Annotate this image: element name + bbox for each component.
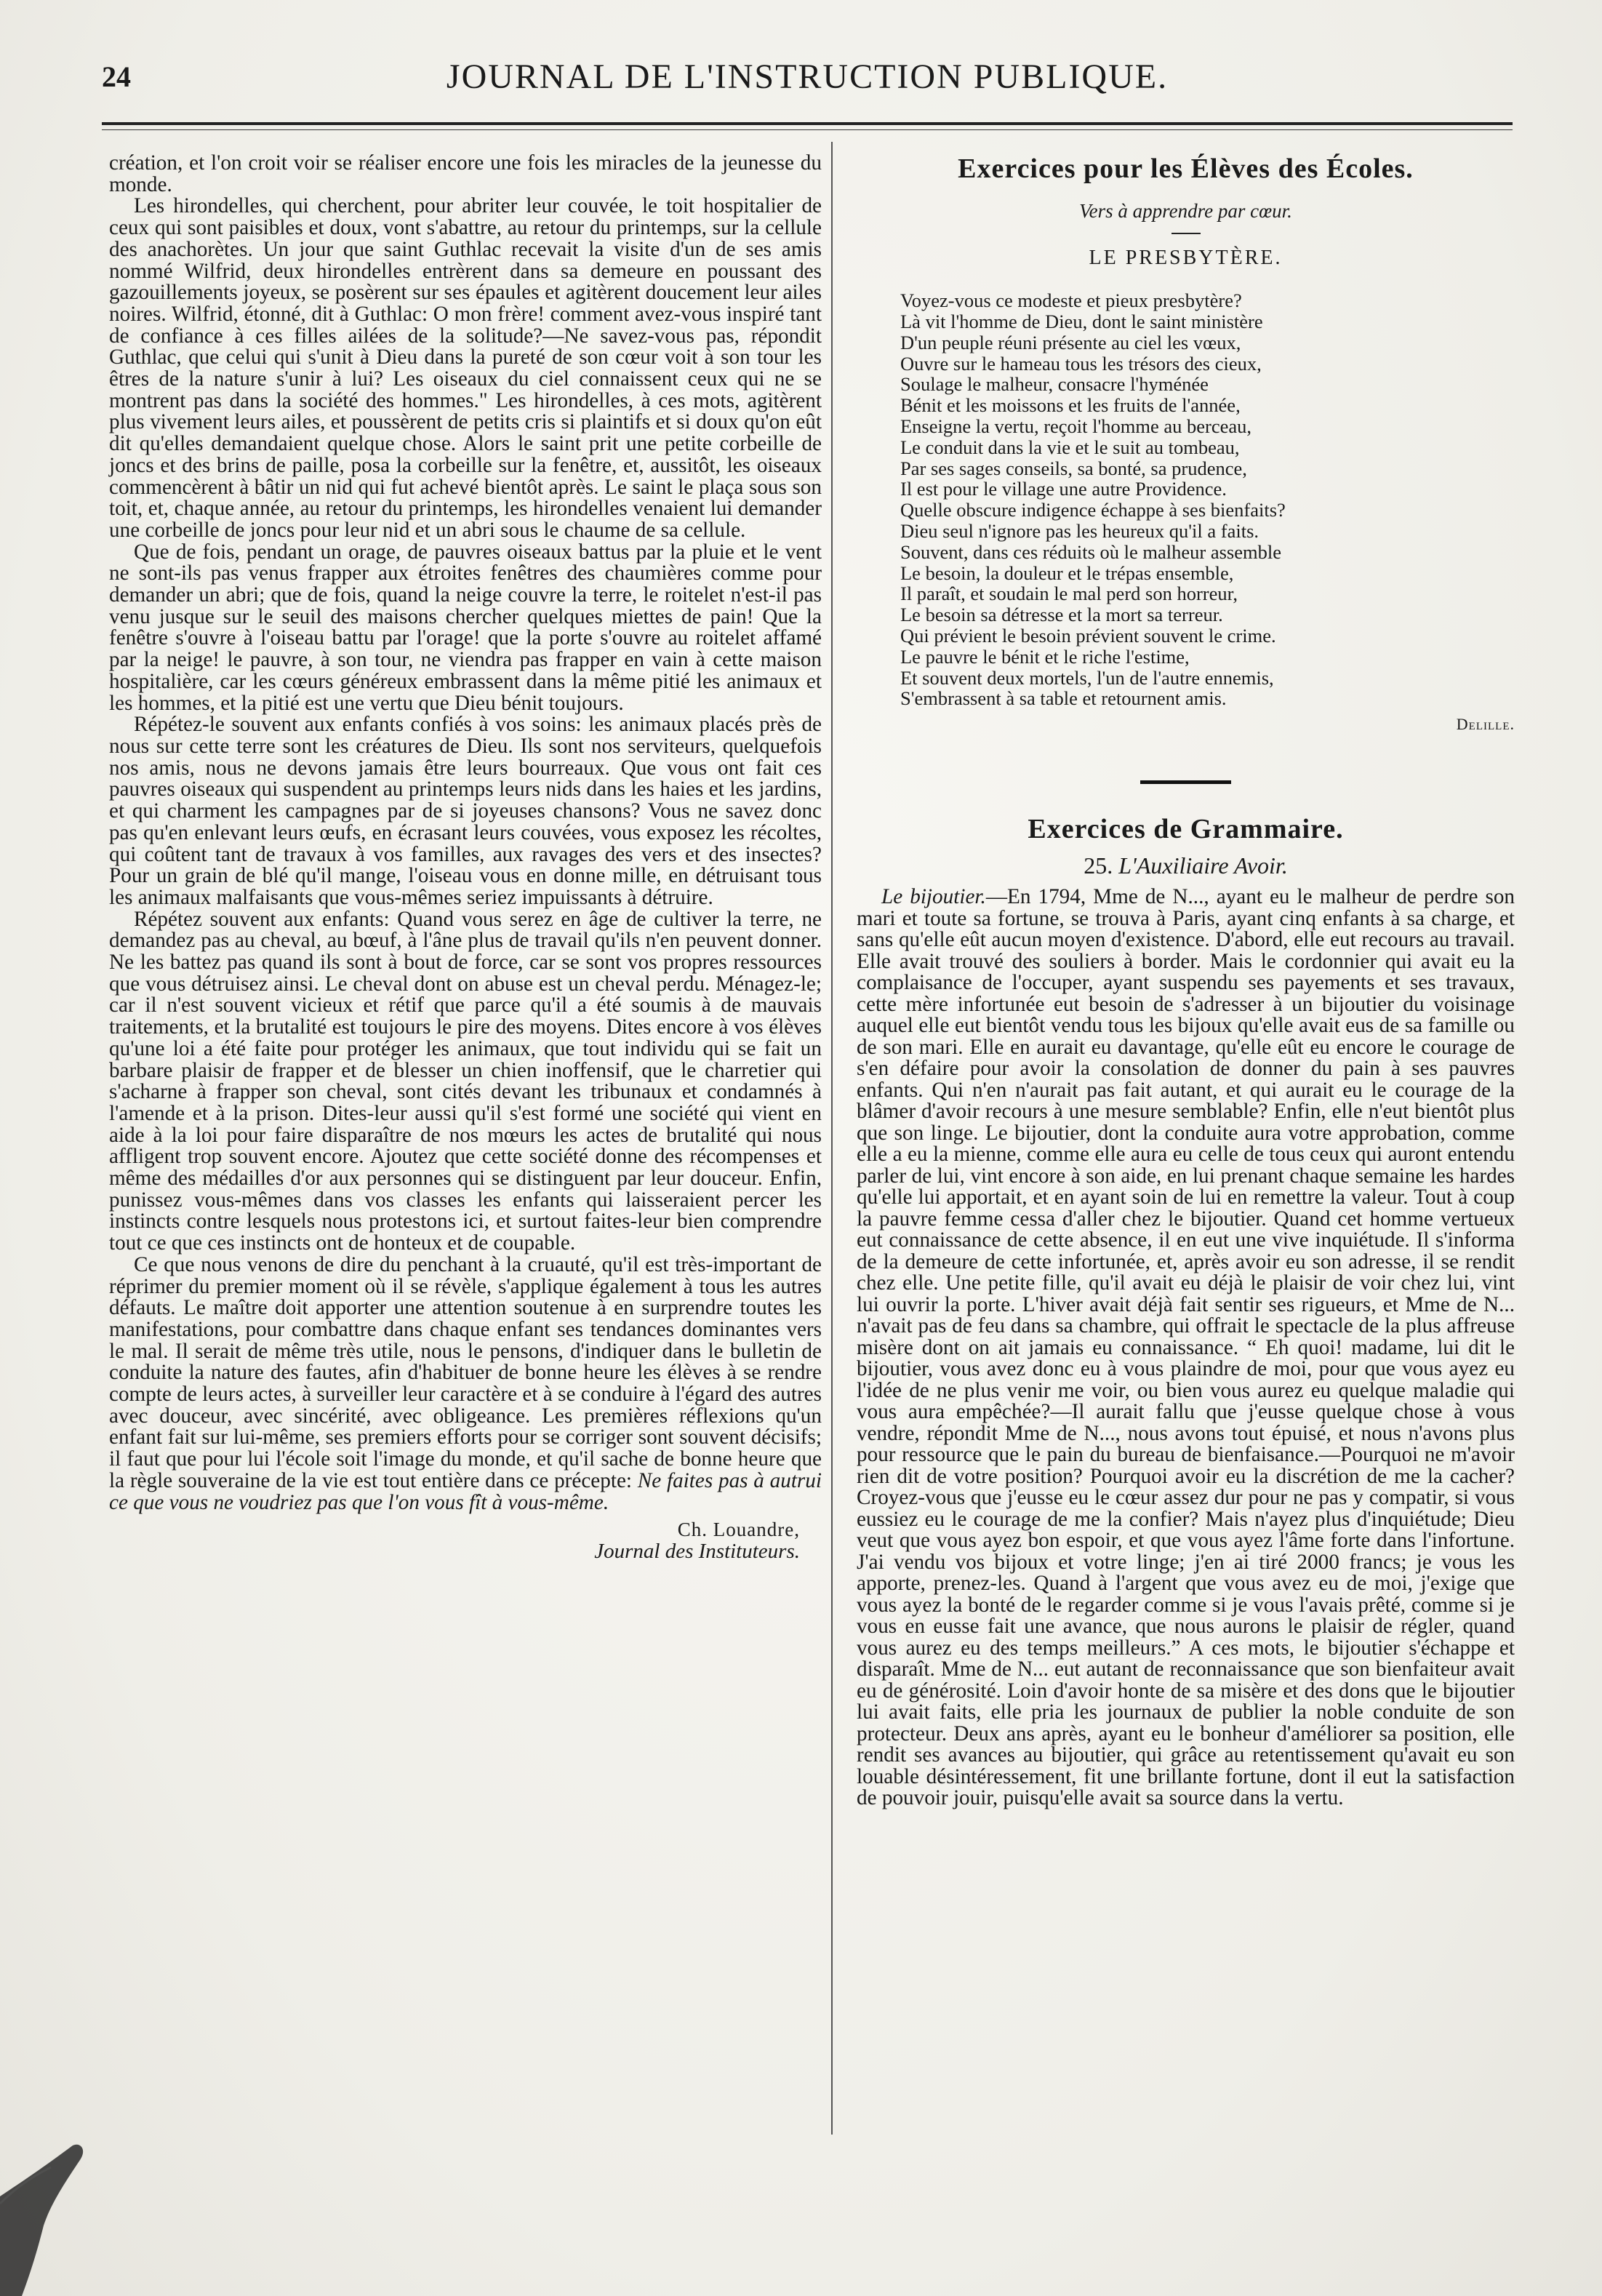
poem-line: Là vit l'homme de Dieu, dont le saint ministère <box>900 310 1263 332</box>
poem-author: Delille. <box>1456 715 1515 734</box>
poem-line: Le pauvre le bénit et le riche l'estime, <box>900 645 1190 668</box>
poem-line: Il est pour le village une autre Providence. <box>900 478 1227 500</box>
signature-source: Journal des Instituteurs. <box>594 1540 800 1563</box>
poem-title: LE PRESBYTÈRE. <box>1089 246 1283 269</box>
corner-smudge <box>0 2138 109 2296</box>
poem-line: Par ses sages conseils, sa bonté, sa prudence, <box>900 457 1247 479</box>
poem-line: Ouvre sur le hameau tous les trésors des cieux, <box>900 352 1262 375</box>
poem-line: Dieu seul n'ignore pas les heureux qu'il a faits. <box>900 519 1259 542</box>
poem-line: D'un peuple réuni présente au ciel les vœux, <box>900 331 1241 353</box>
short-rule <box>1172 233 1201 234</box>
signature-name: Ch. Louandre, <box>677 1519 800 1541</box>
poem-line: Le conduit dans la vie et le suit au tombeau, <box>900 436 1240 458</box>
article-paragraph-text: Ce que nous venons de dire du penchant à la cruauté, qu'il est très-important de réprimer du premier moment où il se révèle, s'applique également à tous les autres défauts. Le maître doit apporter une attention soutenue à en surprendre toutes les manifestations, pour combattre dans chaque enfant ses tendances dominantes vers le mal. Il serait de même très utile, nous le pensons, d'indiquer dans le bulletin de conduite la nature des fautes, afin d'habituer de bonne heure les élèves à se rendre compte de leurs actes, à surveiller leur caractère et à se conduire à l'égard des autres avec douceur, avec sincérité, avec obligeance. Les premières réflexions qu'un enfant fait sur lui-même, ses premiers efforts pour se corriger sont souvent décisifs; il faut que pour lui l'école soit l'image du monde, et qu'il sache de bonne heure que la règle souveraine de la vie est tout entière dans ce précepte: <box>109 1252 822 1492</box>
grammar-title: Exercices de Grammaire. <box>1028 813 1344 844</box>
story-text: —En 1794, Mme de N..., ayant eu le malheur de perdre son mari et toute sa fortune, se trouva à Paris, ayant cinq enfants à sa charge, et sans qu'elle eût aucun moyen d'existence. D'abord, elle eut recours au travail. Elle avait trouvé des souliers à border. Mais le cordonnier qui avait eu la complaisance de l'occuper, ayant suspendu ses payements et ses travaux, cette mère infortunée eut besoin de s'adresser à un bijoutier du voisinage auquel elle eut bientôt vendu tous les bijoux qu'elle avait eus de sa famille ou de son mari. Elle en aurait eu davantage, qu'elle eût eu encore le courage de s'en défaire pour avoir la consolation de donner du pain à ses pauvres enfants. Qui n'en n'aurait pas fait autant, et qui aurait eu le courage de la blâmer d'avoir recours à une mesure semblable? Enfin, elle n'eut bientôt plus que son linge. Le bijoutier, dont la conduite aura votre approbation, comme elle a eu la mienne, comme elle aura eu celle de tous ceux qui auront entendu parler de lui, vint encore à son aide, en lui prenant chaque semaine les hardes qu'elle lui apportait, et en ayant soin de lui en remettre la valeur. Tout à coup la pauvre femme cessa d'aller chez le bijoutier. Quand cet homme vertueux eut connaissance de cette absence, il en eut une vive inquiétude. Il s'informa de la demeure de cette infortunée, et, après avoir eu son adresse, il se rendit chez elle. Une petite fille, qu'il avait eu déjà le plaisir de voir chez lui, vint lui ouvrir la porte. L'hiver avait déjà fait sentir ses rigueurs, et Mme de N... n'avait pas de feu dans sa chambre, qui offrait le spectacle de la plus affreuse misère dont on ait jamais eu connaissance. “ Eh quoi! madame, lui dit le bijoutier, vous avez donc eu à vous plaindre de moi, pour que vous ayez eu l'idée de ne plus venir me voir, ou bien vous aurez eu quelque maladie qui vous aura empêchée?—Il aurait fallu que j'eusse quelque chose à vous vendre, répondit Mme de N..., nous avons tout épuisé, et nous n'avons plus pour ressource que le pain du bureau de bienfaisance.—Pourquoi ne m'avoir rien dit de votre position? Pourquoi avoir eu la discrétion de me la cacher? Croyez-vous que j'eusse eu le cœur assez dur pour ne pas y compatir, si vous eussiez eu le courage de me la confier? Mais n'ayez plus d'inquiétude; Dieu veut que vous ayez bon espoir, et que vous ayez l'âme forte dans l'infortune. J'ai vendu vos bijoux et votre linge; j'en ai tiré 2000 francs; je vous les apporte, prenez-les. Quand à l'argent que vous avez eu de moi, j'exige que vous ayez la bonté de le regarder comme si je vous l'avais prêté, comme si je vous en eusse fait une avance, que nous aurons le plaisir de régler, quand vous aurez eu des temps meilleurs.” A ces mots, le bijoutier s'échappe et disparaît. Mme de N... eut autant de reconnaissance que son bienfaiteur avait eu de générosité. Loin d'avoir honte de sa misère et des dons que le bijoutier lui avait faits, elle pria les journaux de publier la noble conduite de son protecteur. Deux ans après, ayant eu le bonheur d'améliorer sa position, elle rendit ses avances au bijoutier, qui grâce au retentissement qu'avait eu son louable désintéressement, fit une brillante fortune, dont il eut la satisfaction de pouvoir jouir, puisqu'elle avait sa source dans la vertu. <box>857 885 1515 1810</box>
closing-precept: Ne faites pas à autrui ce que vous ne voudriez pas que l'on vous fît à vous-même. <box>109 1468 822 1514</box>
lesson-name: L'Auxiliaire Avoir. <box>1118 852 1288 879</box>
poem-line: Il paraît, et soudain le mal perd son horreur, <box>900 583 1238 605</box>
page-number: 24 <box>102 60 131 93</box>
story-paragraph <box>857 887 1515 1809</box>
article-paragraph: Répétez-le souvent aux enfants confiés à vos soins: les animaux placés près de nous sur cette terre sont les créatures de Dieu. Ils sont nos serviteurs, quelquefois nos amis, nous ne devons jamais être leurs bourreaux. Que vous ont fait ces pauvres oiseaux qui suspendent au printemps leurs nids dans les haies et les jardins, et qui charment les campagnes par de si joyeuses chansons? Vous ne savez donc pas qu'en enlevant leurs œufs, en écrasant leurs couvées, vous exposez les récoltes, qui coûtent tant de travaux à vos familles, aux ravages des vers et des insectes? Pour un grain de blé qu'il mange, l'oiseau vous en donne mille, en détruisant tous les animaux malfaisants que vous-mêmes seriez impuissants à détruire. <box>109 713 822 909</box>
header-rule-thick <box>102 122 1513 125</box>
article-paragraph: Que de fois, pendant un orage, de pauvres oiseaux battus par la pluie et le vent ne sont-ils pas venus frapper aux étroites fenêtres des chaumières comme pour demander un abri; que de fois, quand la neige couvre la terre, le roitelet n'est-il pas venu jusque sur le seuil des maisons chercher quelques miettes de pain! Que la fenêtre s'ouvre à l'oiseau battu par l'orage! que la porte s'ouvre au roitelet affamé par la neige! le pauvre, à son tour, ne viendra pas frapper en vain à cette maison hospitalière, car les cœurs généreux embrassent dans la même pitié les animaux et les hommes, et la pitié est une vertu que Dieu bénit toujours. <box>109 540 822 715</box>
poem-line: Soulage le malheur, consacre l'hyménée <box>900 373 1209 396</box>
poem <box>900 290 1515 709</box>
poem-line: Voyez-vous ce modeste et pieux presbytère? <box>900 289 1242 312</box>
lesson-number: 25. <box>1084 852 1113 879</box>
poem-line: Bénit et les moissons et les fruits de l'année, <box>900 394 1241 417</box>
right-column <box>857 153 1515 1809</box>
section-rule <box>1140 780 1231 784</box>
left-column <box>109 153 822 1563</box>
exercises-title: Exercices pour les Élèves des Écoles. <box>958 153 1414 184</box>
poem-line: Quelle obscure indigence échappe à ses bienfaits? <box>900 499 1286 521</box>
poem-line: S'embrassent à sa table et retournent amis. <box>900 687 1227 710</box>
header-rule-thin <box>102 129 1513 130</box>
article-paragraph: Répétez souvent aux enfants: Quand vous serez en âge de cultiver la terre, ne demandez pas au cheval, au bœuf, à l'âne plus de travail qu'ils n'en peuvent donner. Ne les battez pas quand ils sont à bout de force, car se sont vos propres ressources que vous détruisez ainsi. Le cheval dont on abuse est un cheval perdu. Ménagez-le; car il n'est souvent vicieux et rétif que parce qu'il a été soumis à de mauvais traitements, et la brutalité est toujours le pire des moyens. Dites encore à vos élèves qu'une loi a été faite pour protéger les animaux, que tout individu qui se fait un barbare plaisir de frapper et de blesser un chien inoffensif, que le charretier qui s'acharne à frapper son cheval, sont cités devant les tribunaux et condamnés à l'amende et à la prison. Dites-leur aussi qu'il s'est formé une société qui vient en aide à la loi pour faire disparaître de nos mœurs les actes de brutalité qui nous affligent trop souvent encore. Ajoutez que cette société donne des récompenses et même des médailles d'or aux personnes qui se distinguent par leur douceur. Enfin, punissez vous-mêmes dans vos classes les enfants qui laisseraient percer les instincts contre lesquels nous protestons ici, et surtout faites-leur bien comprendre tout ce que ces instincts ont de honteux et de coupable. <box>109 907 822 1255</box>
exercises-subtitle: Vers à apprendre par cœur. <box>1079 200 1292 222</box>
poem-line: Enseigne la vertu, reçoit l'homme au berceau, <box>900 415 1252 437</box>
lesson-title <box>857 852 1515 879</box>
running-title: JOURNAL DE L'INSTRUCTION PUBLIQUE. <box>446 57 1169 96</box>
poem-line: Souvent, dans ces réduits où le malheur assemble <box>900 540 1281 563</box>
article-paragraph: création, et l'on croit voir se réaliser encore une fois les miracles de la jeunesse du monde. <box>109 151 822 196</box>
page-header <box>102 51 1513 102</box>
poem-line: Le besoin, la douleur et le trépas ensemble, <box>900 561 1234 584</box>
article-paragraph-final <box>109 1252 822 1514</box>
story-label: Le bijoutier. <box>881 885 986 909</box>
column-divider <box>831 142 833 2135</box>
article-paragraph: Les hirondelles, qui cherchent, pour abriter leur couvée, le toit hospitalier de ceux qui sont paisibles et doux, vont s'abattre, au retour du printemps, sur la cellule des anachorètes. Un jour que saint Guthlac recevait la visite d'un de ses amis nommé Wilfrid, deux hirondelles entrèrent dans sa demeure en poussant des gazouillements joyeux, se posèrent sur ses épaules et agitèrent doucement leur ailes noires. Wilfrid, étonné, dit à Guthlac: O mon frère! comment avez-vous inspiré tant de confiance à ces filles ailées de la solitude?—Ne savez-vous pas, répondit Guthlac, que celui qui s'unit à Dieu dans la pureté de son cœur voit à son tour les êtres de la nature s'unir à lui? Les oiseaux du ciel connaissent ceux qui ne se montrent pas dans la société des hommes." Les hirondelles, à ces mots, agitèrent plus vivement leurs ailes, et poussèrent de petits cris si plaintifs et si doux qu'on eût dit qu'elles demandaient quelque chose. Alors le saint prit une petite corbeille de joncs et des brins de paille, posa la corbeille sur la fenêtre, et, aussitôt, les oiseaux commencèrent à bâtir un nid qui fut achevé bientôt après. Le saint le plaça sous son toit, et, chaque année, au retour du printemps, les hirondelles venaient lui demander une corbeille de joncs pour leur nid et un abri sous le chaume de sa cellule. <box>109 194 822 542</box>
poem-line: Le besoin sa détresse et la mort sa terreur. <box>900 604 1223 626</box>
poem-line: Qui prévient le besoin prévient souvent le crime. <box>900 624 1276 647</box>
poem-line: Et souvent deux mortels, l'un de l'autre ennemis, <box>900 666 1274 689</box>
